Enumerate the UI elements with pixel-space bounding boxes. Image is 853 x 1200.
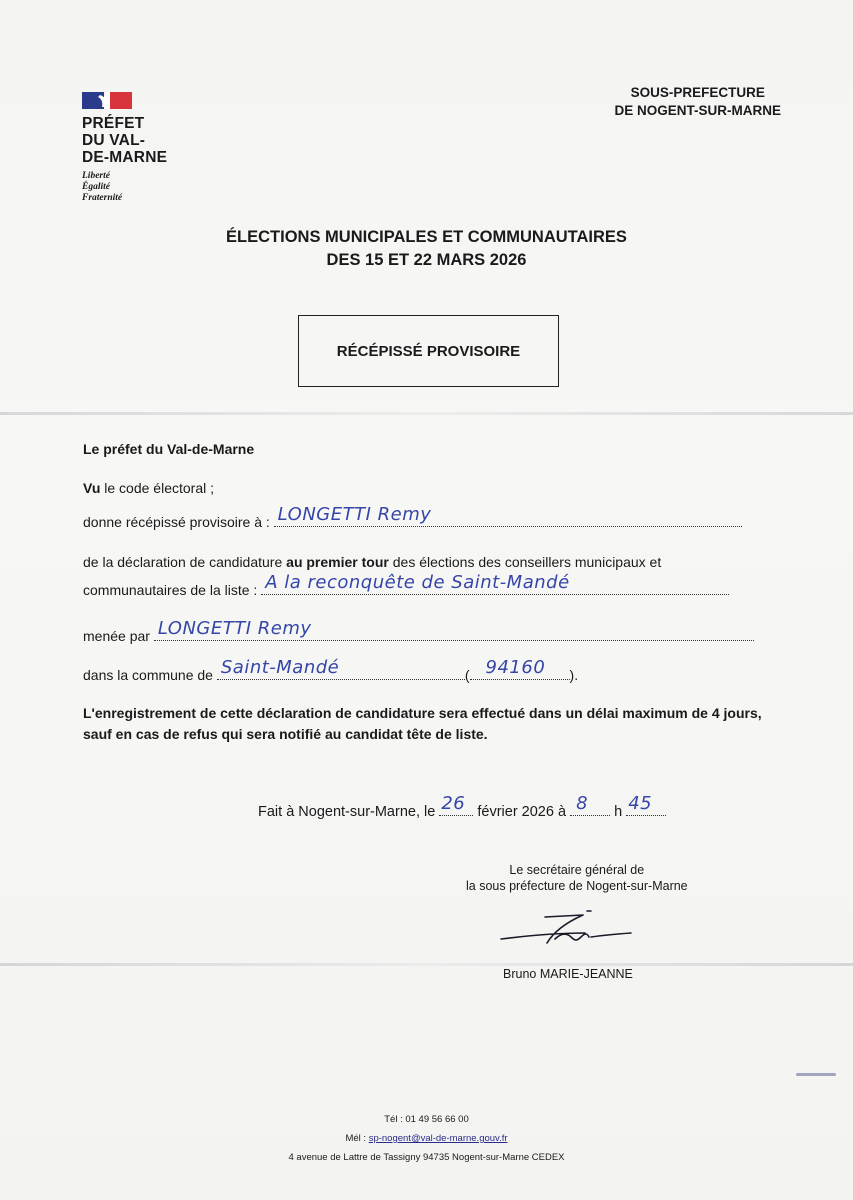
fold-line: [0, 963, 853, 966]
signatory-name: Bruno MARIE-JEANNE: [503, 967, 633, 981]
registration-notice: L'enregistrement de cette déclaration de candidature sera effectué dans un délai maximum de 4 jours, sauf en cas de refus qui sera notifié au candidat tête de liste.: [83, 705, 762, 742]
footer-email-line: [0, 1129, 853, 1148]
logo-title-line: PRÉFET: [82, 115, 145, 132]
fold-line: [0, 412, 853, 415]
list-line: [83, 572, 729, 600]
declaration-text: de la déclaration de candidature: [83, 554, 287, 570]
led-by-field: [154, 618, 754, 641]
logo-title: [82, 115, 202, 166]
ink-mark: [796, 1073, 836, 1076]
postcode-field: [470, 657, 570, 680]
handwritten-signature: [495, 903, 635, 953]
signatory-line: la sous préfecture de Nogent-sur-Marne: [466, 879, 688, 893]
commune-field: [217, 657, 465, 680]
commune-label: dans la commune de: [83, 667, 213, 683]
republic-motto: [82, 171, 202, 204]
commune-line: [83, 657, 579, 685]
receipt-title: RÉCÉPISSÉ PROVISOIRE: [336, 342, 521, 360]
hour-field: [570, 793, 610, 816]
marianne-icon: [82, 92, 132, 109]
day-field: [439, 793, 473, 816]
recipient-label: donne récépissé provisoire à :: [83, 514, 270, 530]
list-field: [261, 572, 729, 595]
hour-handwritten: 8: [576, 793, 589, 814]
minutes-field: [626, 793, 666, 816]
led-by-label: menée par: [83, 628, 150, 644]
election-title-line: DES 15 ET 22 MARS 2026: [326, 251, 527, 269]
recipient-handwritten: LONGETTI Remy: [277, 504, 432, 525]
footer-email-link[interactable]: sp-nogent@val-de-marne.gouv.fr: [368, 1133, 508, 1144]
recipient-field: [274, 504, 742, 527]
prefect-line: Le préfet du Val-de-Marne: [83, 441, 255, 457]
declaration-line: [83, 552, 661, 572]
place-text: Fait à Nogent-sur-Marne, le: [258, 804, 436, 820]
signatory-line: Le secrétaire général de: [509, 863, 645, 877]
date-place-line: [258, 793, 666, 822]
list-label: communautaires de la liste :: [83, 582, 258, 598]
postcode-handwritten: 94160: [485, 657, 546, 678]
sub-prefecture-line: SOUS-PREFECTURE: [630, 85, 765, 100]
month-year-text: février 2026 à: [477, 804, 567, 820]
sub-prefecture-line: DE NOGENT-SUR-MARNE: [614, 103, 781, 118]
logo-title-line: DE-MARNE: [82, 149, 168, 166]
footer-phone: Tél : 01 49 56 66 00: [384, 1114, 469, 1125]
list-handwritten: A la reconquête de Saint-Mandé: [265, 572, 570, 593]
receipt-title-box: [298, 315, 559, 387]
legal-basis-line: [83, 478, 214, 498]
led-by-line: [83, 618, 754, 646]
election-title-line: ÉLECTIONS MUNICIPALES ET COMMUNAUTAIRES: [226, 228, 627, 246]
logo-title-line: DU VAL-: [82, 132, 146, 149]
signatory-title: [466, 862, 688, 894]
postcode-paren: (: [464, 667, 470, 683]
declaration-text: des élections des conseillers municipaux et: [388, 554, 662, 570]
sub-prefecture-header: [614, 84, 781, 120]
footer-address: 4 avenue de Lattre de Tassigny 94735 Nogent-sur-Marne CEDEX: [288, 1152, 565, 1163]
contact-footer: [0, 1110, 853, 1167]
postcode-paren: ).: [569, 667, 579, 683]
day-handwritten: 26: [441, 793, 466, 814]
commune-handwritten: Saint-Mandé: [220, 657, 340, 678]
minutes-handwritten: 45: [628, 793, 653, 814]
vu-word: Vu: [83, 480, 101, 496]
prefet-logo: [82, 92, 202, 204]
led-by-handwritten: LONGETTI Remy: [157, 618, 312, 639]
round-text: au premier tour: [286, 554, 389, 570]
footer-email-label: Mél :: [345, 1133, 367, 1144]
election-title: [0, 226, 853, 272]
recipient-line: [83, 504, 742, 532]
legal-basis-text: le code électoral ;: [100, 480, 214, 496]
hour-separator: h: [614, 804, 623, 820]
motto-line: Liberté: [82, 171, 110, 181]
motto-line: Fraternité: [82, 193, 123, 203]
motto-line: Égalité: [82, 182, 110, 192]
